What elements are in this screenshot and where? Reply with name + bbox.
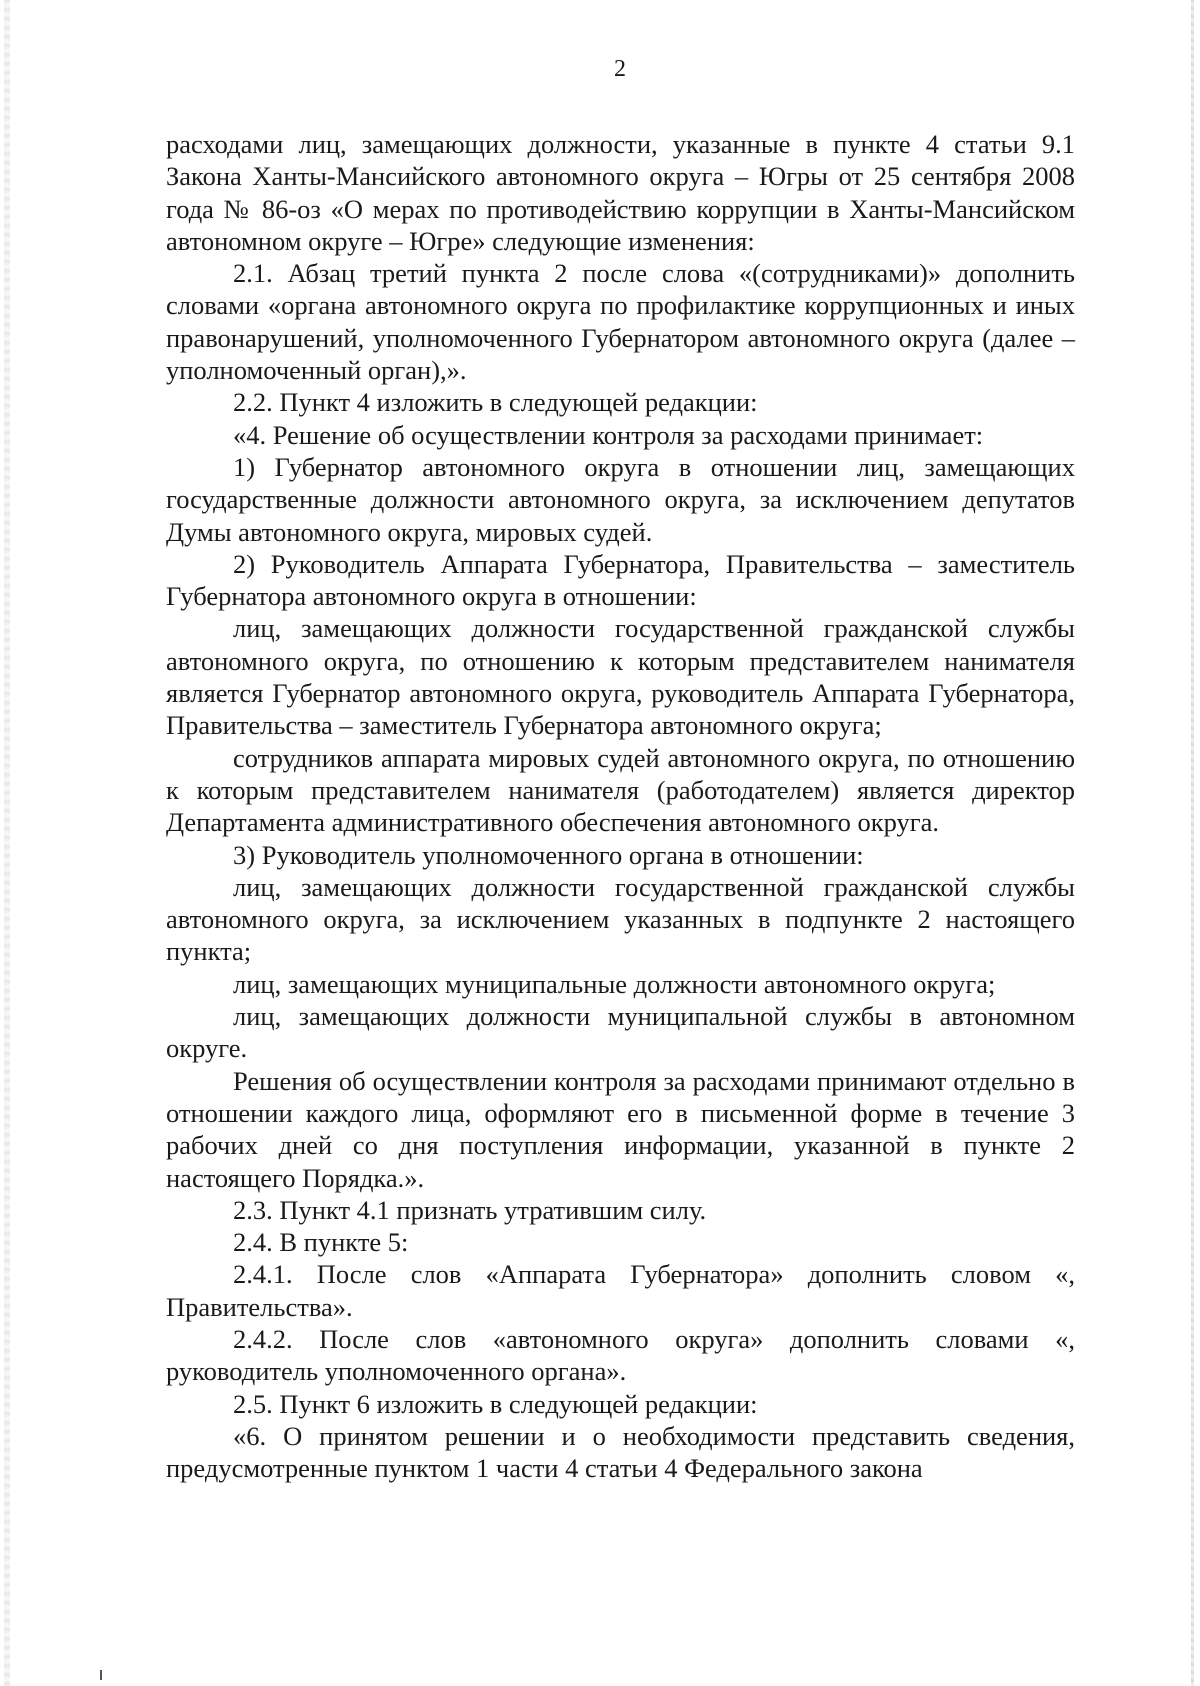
document-body — [166, 128, 1075, 1484]
paragraph-item-1: 1) Губернатор автономного округа в отношении лиц, замещающих государственные должности автономного округа, за исключением депутатов Думы автономного округа, мировых судей. — [166, 451, 1075, 547]
paragraph-2-1: 2.1. Абзац третий пункта 2 после слова «(сотрудниками)» дополнить словами «органа автономного округа по профилактике коррупционных и иных правонарушений, уполномоченного Губернатором автономного округа (далее – уполномоченный орган),». — [166, 258, 1075, 386]
paragraph-2-3: 2.3. Пункт 4.1 признать утратившим силу. — [233, 1194, 707, 1225]
paragraph-item-2-b: сотрудников аппарата мировых судей автономного округа, по отношению к которым представителем нанимателя (работодателем) является директор Департамента административного обеспечения автономного округа. — [166, 742, 1075, 838]
paragraph-item-2-a: лиц, замещающих должности государственной гражданской службы автономного округа, по отношению к которым представителем нанимателя является Губернатор автономного округа, руководитель Аппарата Губернатора, Правительства – заместитель Губернатора автономного округа; — [166, 613, 1075, 741]
paragraph-2-4-1: 2.4.1. После слов «Аппарата Губернатора» дополнить словом «, Правительства». — [166, 1259, 1075, 1322]
paragraph-item-2: 2) Руководитель Аппарата Губернатора, Правительства – заместитель Губернатора автономного округа в отношении: — [166, 548, 1075, 612]
scan-edge-right — [1191, 0, 1194, 1686]
paragraph-6-intro: «6. О принятом решении и о необходимости представить сведения, предусмотренные пунктом 1 части 4 статьи 4 Федерального закона — [166, 1420, 1075, 1484]
paragraph-2-5: 2.5. Пункт 6 изложить в следующей редакции: — [233, 1388, 758, 1419]
scan-mark — [100, 1670, 102, 1680]
paragraph-item-3-a: лиц, замещающих должности государственной гражданской службы автономного округа, за исключением указанных в подпункте 2 настоящего пункта; — [166, 871, 1075, 967]
paragraph-item-3-b: лиц, замещающих муниципальные должности автономного округа; — [233, 968, 996, 999]
paragraph-2-4-2: 2.4.2. После слов «автономного округа» дополнить словами «, руководитель уполномоченного органа». — [166, 1323, 1075, 1387]
paragraph-item-3: 3) Руководитель уполномоченного органа в отношении: — [233, 839, 864, 870]
paragraph-2-2: 2.2. Пункт 4 изложить в следующей редакции: — [233, 387, 758, 418]
paragraph-decisions: Решения об осуществлении контроля за расходами принимают отдельно в отношении каждого лица, оформляют его в письменной форме в течение 3 рабочих дней со дня поступления информации, указанной в пункте 2 настоящего Порядка.». — [166, 1065, 1075, 1193]
scan-edge-left — [4, 0, 10, 1686]
paragraph-4-intro: «4. Решение об осуществлении контроля за расходами принимает: — [233, 419, 984, 450]
page-number: 2 — [614, 56, 626, 82]
paragraph-item-3-c: лиц, замещающих должности муниципальной службы в автономном округе. — [166, 1001, 1075, 1064]
paragraph-2-4: 2.4. В пункте 5: — [233, 1227, 409, 1258]
paragraph-continuation: расходами лиц, замещающих должности, указанные в пункте 4 статьи 9.1 Закона Ханты-Мансийского автономного округа – Югры от 25 сентября 2008 года № 86-оз «О мерах по противодействию коррупции в Ханты-Мансийском автономном округе – Югре» следующие изменения: — [166, 129, 1075, 256]
